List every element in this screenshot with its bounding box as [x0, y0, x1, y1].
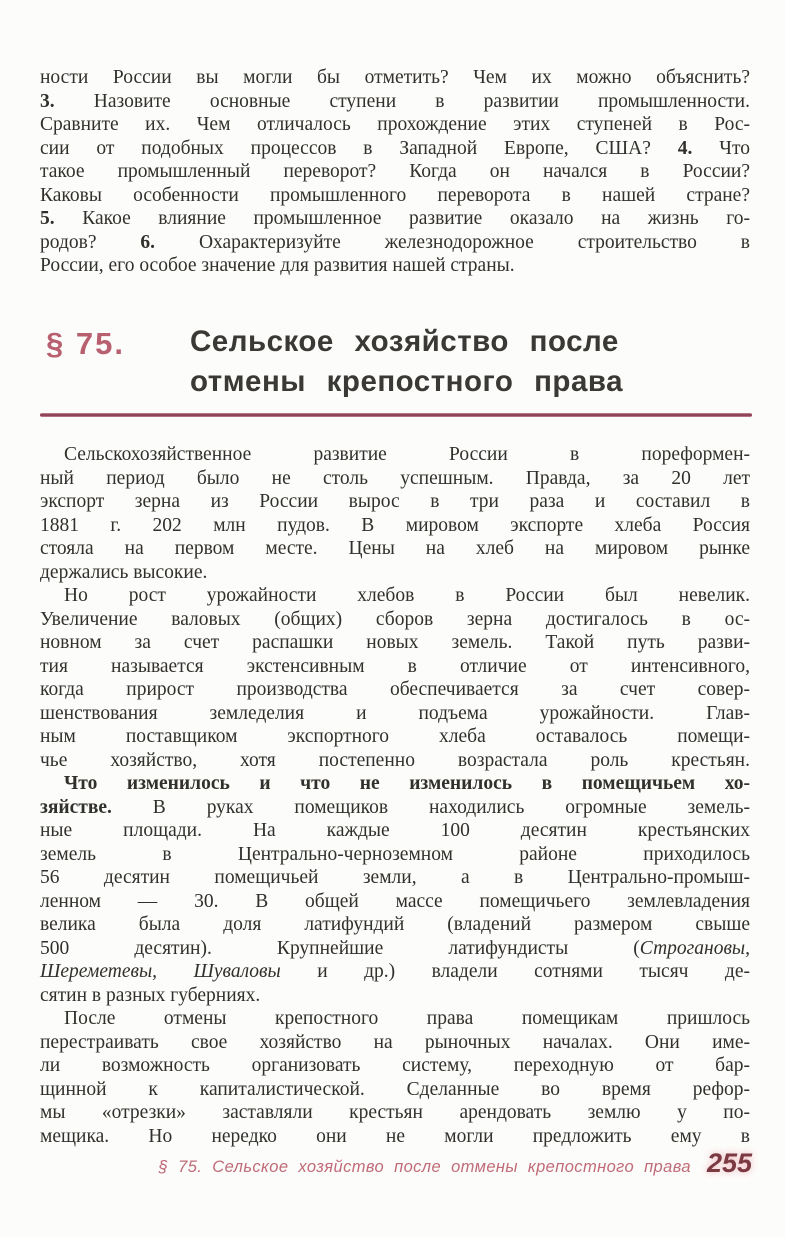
text-segment: Каковы особенности промышленного переворота в нашей стране?: [40, 184, 750, 206]
text-segment: сятин в разных губерниях.: [40, 984, 261, 1006]
text-line: [40, 843, 750, 867]
text-line: [40, 913, 750, 937]
text-line: [40, 937, 750, 961]
text-line: [40, 113, 750, 137]
text-line: [40, 678, 750, 702]
text-line: [40, 702, 750, 726]
text-segment: 500 десятин). Крупнейшие латифундисты (: [40, 937, 640, 959]
text-line: [40, 1078, 750, 1102]
text-segment: 6.: [140, 231, 156, 253]
text-segment: ный период было не столь успешным. Правда, за 20 лет: [40, 467, 750, 489]
text-line: [40, 254, 750, 278]
text-line: [40, 725, 750, 749]
text-segment: зяйстве.: [40, 796, 112, 818]
text-segment: Сравните их. Чем отличалось прохождение этих ступеней в Рос-: [40, 114, 750, 135]
text-segment: такое промышленный переворот? Когда он начался в России?: [40, 161, 750, 182]
text-segment: 4.: [677, 137, 693, 159]
text-segment: Увеличение валовых (общих) сборов зерна достигалось в ос-: [40, 608, 750, 630]
text-line: [40, 749, 750, 773]
heading-divider: [40, 413, 752, 417]
text-line: [40, 984, 750, 1008]
text-line: [40, 231, 750, 255]
text-line: [40, 1031, 750, 1055]
text-segment: Назовите основные ступени в развитии промышленности.: [54, 90, 750, 112]
text-line: [40, 490, 750, 514]
section-title: [190, 322, 623, 402]
text-line: [40, 443, 750, 467]
text-segment: 5.: [40, 208, 55, 229]
text-segment: 56 десятин помещичьей земли, а в Центрально-промыш-: [40, 867, 750, 888]
text-segment: держались высокие.: [40, 561, 208, 583]
text-segment: велика была доля латифундий (владений размером свыше: [40, 914, 750, 935]
section-title-line-2: отмены крепостного права: [190, 365, 624, 398]
text-line: [40, 819, 750, 843]
text-line: [40, 890, 750, 914]
text-segment: ленном — 30. В общей массе помещичьего землевладения: [40, 890, 750, 912]
text-line: [40, 66, 750, 90]
text-segment: В руках помещиков находились огромные земель-: [111, 796, 750, 818]
text-segment: России, его особое значение для развития нашей страны.: [40, 255, 515, 276]
text-line: [40, 772, 750, 796]
text-segment: 3.: [40, 90, 55, 112]
text-line: [40, 1125, 750, 1149]
text-segment: чье хозяйство, хотя постепенно возрастала роль крестьян.: [40, 749, 750, 771]
text-line: [40, 866, 750, 890]
text-segment: Строгановы,: [639, 937, 750, 959]
text-segment: ным поставщиком экспортного хлеба оставалось помещи-: [40, 726, 750, 747]
text-line: [40, 1101, 750, 1125]
text-segment: Охарактеризуйте железнодорожное строительство в: [155, 231, 750, 253]
text-segment: Что: [692, 137, 750, 159]
text-segment: родов?: [40, 231, 141, 253]
text-line: [40, 184, 750, 208]
text-segment: ли возможность организовать систему, переходную от бар-: [40, 1055, 750, 1076]
text-line: [40, 631, 750, 655]
text-segment: ности России вы могли бы отметить? Чем их можно объяснить?: [40, 67, 750, 88]
page-footer: [40, 1148, 752, 1179]
text-line: [40, 514, 750, 538]
text-segment: Какое влияние промышленное развитие оказало на жизнь го-: [54, 208, 750, 229]
questions-block: [40, 66, 750, 278]
page-number: 255: [706, 1148, 752, 1178]
text-line: [40, 655, 750, 679]
text-line: [40, 137, 750, 161]
text-segment: земель в Центрально-черноземном районе приходилось: [40, 843, 750, 865]
text-segment: стояла на первом месте. Цены на хлеб на мировом рынке: [40, 538, 750, 559]
text-segment: Шереметевы, Шуваловы: [40, 961, 281, 982]
text-line: [40, 537, 750, 561]
text-segment: мещика. Но нередко они не могли предложить ему в: [40, 1125, 750, 1147]
section-title-line-1: Сельское хозяйство после: [190, 325, 619, 358]
text-segment: щинной к капиталистической. Сделанные во время рефор-: [40, 1078, 750, 1100]
text-line: [40, 1054, 750, 1078]
text-segment: и др.) владели сотнями тысяч де-: [280, 961, 750, 982]
text-segment: шенствования земледелия и подъема урожайности. Глав-: [40, 702, 750, 724]
text-line: [40, 561, 750, 585]
paragraph-2: [40, 584, 750, 772]
text-line: [40, 90, 750, 114]
text-segment: новном за счет распашки новых земель. Такой путь разви-: [40, 632, 750, 653]
body-text: [40, 443, 750, 1148]
text-line: [40, 584, 750, 608]
text-line: [40, 796, 750, 820]
text-segment: экспорт зерна из России вырос в три раза и составил в: [40, 491, 750, 512]
text-segment: ные площади. На каждые 100 десятин крестьянских: [40, 820, 750, 841]
text-segment: когда прирост производства обеспечивается за счет совер-: [40, 679, 750, 700]
text-segment: перестраивать свое хозяйство на рыночных началах. Они име-: [40, 1031, 750, 1053]
text-line: [40, 1007, 750, 1031]
paragraph-3: [40, 772, 750, 1007]
text-segment: 1881 г. 202 млн пудов. В мировом экспорте хлеба Россия: [40, 514, 750, 536]
text-line: [40, 960, 750, 984]
text-line: [40, 160, 750, 184]
text-line: [40, 207, 750, 231]
text-segment: мы «отрезки» заставляли крестьян арендовать землю у по-: [40, 1102, 750, 1123]
section-number: § 75.: [46, 326, 125, 361]
paragraph-4: [40, 1007, 750, 1148]
paragraph-1: [40, 443, 750, 584]
running-title: § 75. Сельское хозяйство после отмены крепостного права: [158, 1158, 691, 1176]
text-line: [40, 467, 750, 491]
text-segment: После отмены крепостного права помещикам пришлось: [64, 1008, 750, 1029]
text-segment: тия называется экстенсивным в отличие от интенсивного,: [40, 655, 750, 677]
text-segment: Сельскохозяйственное развитие России в пореформен-: [64, 444, 750, 465]
text-segment: Что изменилось и что не изменилось в помещичьем хо-: [64, 773, 750, 794]
text-segment: сии от подобных процессов в Западной Европе, США?: [40, 137, 678, 159]
text-segment: Но рост урожайности хлебов в России был невелик.: [64, 585, 750, 606]
text-line: [40, 608, 750, 632]
